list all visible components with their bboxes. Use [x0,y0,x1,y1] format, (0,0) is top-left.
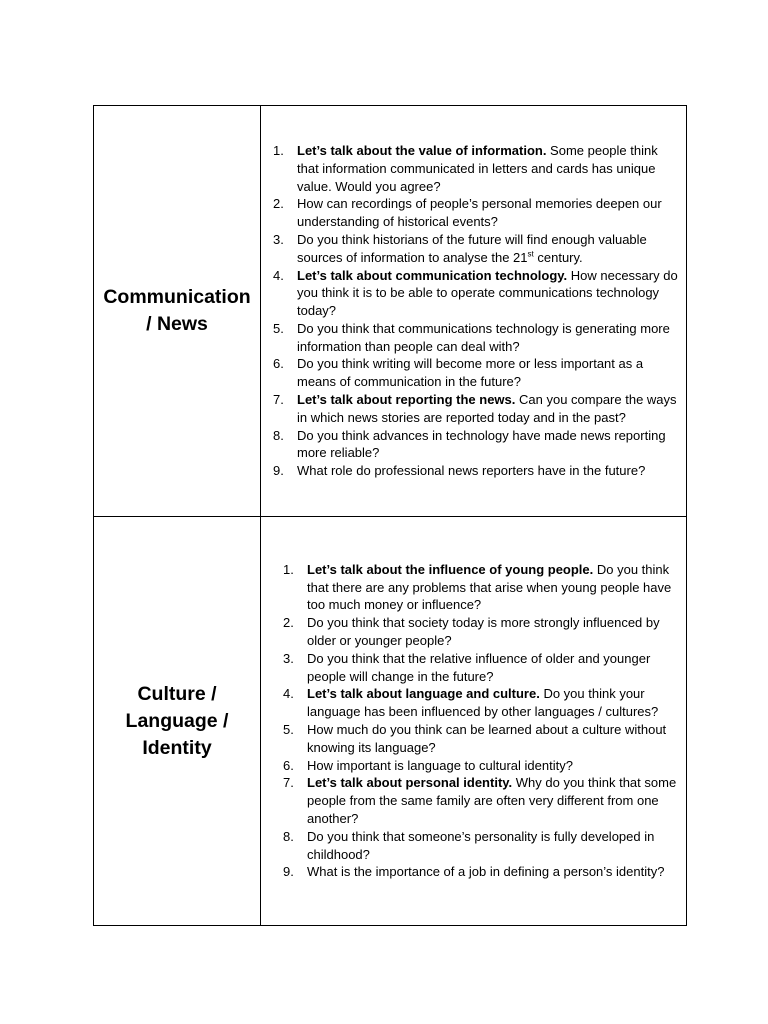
question-item [261,355,680,391]
topic-cell [94,106,261,517]
topic-title [94,284,260,338]
question-item [261,320,680,356]
question-item [261,195,680,231]
question-text: Why do you think that some people from the same family are often very different from one another? [307,775,677,826]
question-number: 5. [273,320,284,336]
question-item [261,142,680,195]
question-number: 3. [273,231,284,247]
question-text: How necessary do you think it is to be able to operate communications technology today? [297,267,678,319]
question-item [271,614,680,650]
question-text: Do you think historians of the future will find enough valuable sources of information to analyse the 21 [297,231,647,265]
question-text: Can you compare the ways in which news stories are reported today and in the past? [297,392,677,425]
topic-title-line: Identity [142,736,212,759]
question-number: 3. [283,650,294,666]
question-list [261,561,686,881]
question-item [261,267,680,320]
question-item [271,561,680,614]
question-number: 7. [273,392,284,408]
question-number: 7. [283,775,294,791]
question-number: 2. [283,615,294,631]
question-text: Do you think advances in technology have made news reporting more reliable? [297,427,666,461]
question-item [261,462,680,480]
question-item [271,721,680,757]
question-item [261,427,680,463]
question-item [261,231,680,267]
question-text: Some people think that information communicated in letters and cards has unique value. Would you agree? [297,142,658,194]
topic-title-line: Culture / [137,682,217,705]
topics-table [93,105,687,926]
question-text: Do you think that there are any problems that arise when young people have too much money or influence? [307,561,672,613]
question-lead: Let’s talk about personal identity. [307,775,513,791]
question-number: 8. [273,427,284,443]
topic-cell [94,517,261,926]
question-text: What role do professional news reporters have in the future? [297,463,646,479]
topic-title-line: / News [146,313,208,335]
question-number: 2. [273,196,284,212]
question-number: 6. [273,356,284,372]
question-lead: Let’s talk about reporting the news. [297,392,516,408]
question-item [271,650,680,686]
question-number: 1. [283,561,294,577]
question-number: 9. [283,864,294,880]
topic-title-line: Language / [125,709,229,732]
questions-cell [261,106,687,517]
question-item [271,863,680,881]
question-list [261,142,686,480]
question-text: Do you think writing will become more or less important as a means of communication in the future? [297,356,644,390]
question-text: What is the importance of a job in defining a person’s identity? [307,864,665,880]
question-text: Do you think that someone’s personality is fully developed in childhood? [307,828,655,862]
question-number: 9. [273,463,284,479]
question-number: 6. [283,757,294,773]
question-item [271,757,680,775]
question-item [271,828,680,864]
question-item [261,391,680,427]
topic-title-line: Communication [103,286,251,308]
topic-title [94,681,260,762]
question-text: Do you think that society today is more strongly influenced by older or younger people? [307,615,660,649]
question-number: 4. [283,686,294,702]
question-number: 4. [273,267,284,283]
question-lead: Let’s talk about communication technology. [297,267,568,283]
question-number: 1. [273,142,284,158]
question-superscript: st [527,249,534,259]
section-row [94,517,687,926]
question-text: Do you think that communications technology is generating more information than people can deal with? [297,320,670,354]
question-text: How much do you think can be learned about a culture without knowing its language? [307,722,667,755]
question-item [271,774,680,827]
question-text: Do you think that the relative influence of older and younger people will change in the future? [307,650,651,684]
question-lead: Let’s talk about the influence of young people. [307,561,594,577]
section-row [94,106,687,517]
question-number: 8. [283,828,294,844]
question-lead: Let’s talk about language and culture. [307,686,540,702]
questions-cell [261,517,687,926]
question-text: How important is language to cultural identity? [307,757,573,773]
question-text: Do you think your language has been influenced by other languages / cultures? [307,686,659,720]
question-text: How can recordings of people’s personal memories deepen our understanding of historical events? [297,196,662,230]
question-number: 5. [283,722,294,737]
question-text-tail: century. [533,249,583,265]
question-lead: Let’s talk about the value of information. [297,142,547,158]
question-item [271,685,680,721]
